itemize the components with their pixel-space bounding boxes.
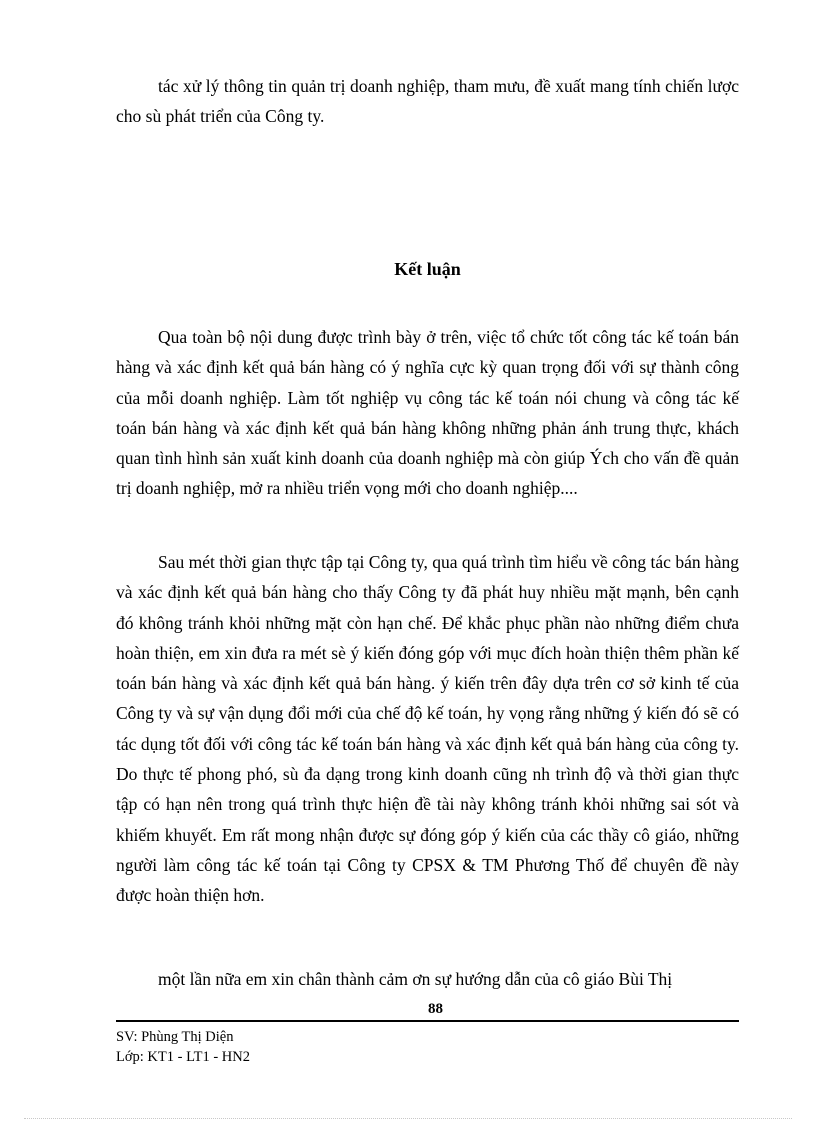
conclusion-paragraph-1: Qua toàn bộ nội dung được trình bày ở trên, việc tổ chức tốt công tác kế toán bán hàng và xác định kết quả bán hàng có ý nghĩa cực kỳ quan trọng đối với sự thành công của mỗi doanh nghiệp. Làm tốt nghiệp vụ công tác kế toán nói chung và công tác kế toán bán hàng và xác định kết quả bán hàng không những phản ánh trung thực, khách quan tình hình sản xuất kinh doanh của doanh nghiệp mà còn giúp Ých cho vấn đề quản trị doanh nghiệp, mở ra nhiều triển vọng mới cho doanh nghiệp.... [116, 327, 739, 499]
page-number: 88 [428, 1001, 443, 1017]
conclusion-paragraph-2: Sau mét thời gian thực tập tại Công ty, qua quá trình tìm hiểu về công tác bán hàng và xác định kết quả bán hàng cho thấy Công ty đã phát huy nhiều mặt mạnh, bên cạnh đó không tránh khỏi những mặt còn hạn chế. Để khắc phục phần nào những điểm chưa hoàn thiện, em xin đưa ra mét sè ý kiến đóng góp với mục đích hoàn thiện thêm phần kế toán bán hàng và xác định kết quả bán hàng. ý kiến trên đây dựa trên cơ sở kinh tế của Công ty và sự vận dụng đổi mới của chế độ kế toán, hy vọng rằng những ý kiến đó sẽ có tác dụng tốt đối với công tác kế toán bán hàng và xác định kết quả bán hàng của công ty. Do thực tế phong phó, sù đa dạng trong kinh doanh cũng nh trình độ và thời gian thực tập có hạn nên trong quá trình thực hiện đề tài này không tránh khỏi những sai sót và khiếm khuyết. Em rất mong nhận được sự đóng góp ý kiến của các thầy cô giáo, những người làm công tác kế toán tại Công ty CPSX & TM Phương Thố để chuyên đề này được hoàn thiện hơn. [116, 552, 739, 906]
intro-paragraph: tác xử lý thông tin quản trị doanh nghiệp, tham mưu, đề xuất mang tính chiến lược cho sù phát triển của Công ty. [116, 76, 739, 127]
footer-class: Lớp: KT1 - LT1 - HN2 [116, 1049, 250, 1065]
section-title: Kết luận [394, 259, 461, 279]
conclusion-paragraph-3: một lần nữa em xin chân thành cảm ơn sự hướng dẫn của cô giáo Bùi Thị [158, 969, 673, 989]
footer-rule [116, 1020, 739, 1022]
footer [116, 1027, 250, 1067]
page-bottom-divider [24, 1118, 792, 1119]
footer-student: SV: Phùng Thị Diện [116, 1029, 234, 1045]
